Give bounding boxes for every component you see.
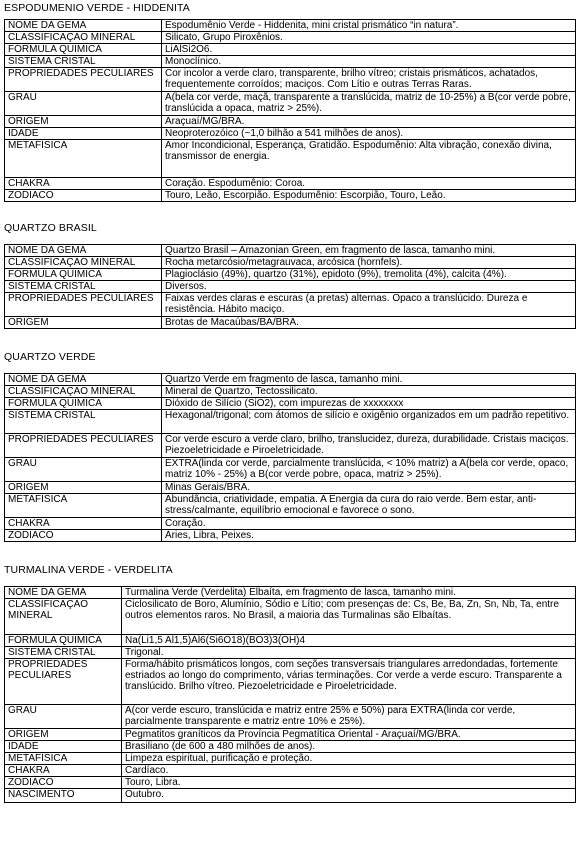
row-value: Cor incolor a verde claro, transparente, brilho vítreo; cristais prismáticos, achatados, frequentemente corroídos; maciços. Com Lítio e outras Terras Raras.	[162, 68, 576, 92]
gem-section-espodumenio	[4, 2, 581, 202]
row-value: Cor verde escuro a verde claro, brilho, translucidez, dureza, durabilidade. Cristais maciços. Piezoeletricidade e Piroeletricidade.	[162, 434, 576, 458]
row-key: PROPRIEDADES PECULIARES	[5, 659, 122, 705]
row-key: GRAU	[5, 705, 122, 729]
row-key: NASCIMENTO	[5, 789, 122, 803]
row-value: Diversos.	[162, 281, 576, 293]
gem-table	[4, 19, 576, 202]
row-value: Coração. Espodumênio: Coroa.	[162, 178, 576, 190]
table-row	[5, 530, 576, 542]
section-title: QUARTZO BRASIL	[4, 222, 97, 234]
row-key: SISTEMA CRISTAL	[5, 410, 162, 434]
row-value: LiAlSi2O6.	[162, 44, 576, 56]
table-row	[5, 386, 576, 398]
row-key: NOME DA GEMA	[5, 374, 162, 386]
table-row	[5, 178, 576, 190]
gem-table	[4, 373, 576, 542]
table-row	[5, 753, 576, 765]
row-value: Na(Li1,5 Al1,5)Al6(Si6O18)(BO3)3(OH)4	[122, 635, 576, 647]
table-row	[5, 777, 576, 789]
table-row	[5, 269, 576, 281]
row-value: Araçuaí/MG/BRA.	[162, 116, 576, 128]
table-row	[5, 789, 576, 803]
row-key: CLASSIFICAÇÃO MINERAL	[5, 386, 162, 398]
row-value: Quartzo Brasil – Amazonian Green, em fragmento de lasca, tamanho mini.	[162, 245, 576, 257]
row-value: Silicato, Grupo Piroxênios.	[162, 32, 576, 44]
table-row	[5, 647, 576, 659]
row-value: Monoclínico.	[162, 56, 576, 68]
gem-table	[4, 244, 576, 329]
table-row	[5, 257, 576, 269]
row-value: Dióxido de Silício (SiO2), com impurezas de xxxxxxxx	[162, 398, 576, 410]
row-key: ORIGEM	[5, 482, 162, 494]
gem-table	[4, 586, 576, 803]
row-key: PROPRIEDADES PECULIARES	[5, 293, 162, 317]
row-value: Minas Gerais/BRA.	[162, 482, 576, 494]
row-value: Limpeza espiritual, purificação e proteção.	[122, 753, 576, 765]
table-row	[5, 434, 576, 458]
row-key: CHAKRA	[5, 518, 162, 530]
section-title: TURMALINA VERDE - VERDELITA	[4, 564, 173, 576]
row-key: PROPRIEDADES PECULIARES	[5, 434, 162, 458]
table-row	[5, 92, 576, 116]
row-value: Cardíaco.	[122, 765, 576, 777]
row-key: NOME DA GEMA	[5, 20, 162, 32]
row-value: Touro, Libra.	[122, 777, 576, 789]
row-key: METAFÍSICA	[5, 753, 122, 765]
row-value: Quartzo Verde em fragmento de lasca, tamanho mini.	[162, 374, 576, 386]
table-row	[5, 729, 576, 741]
row-key: METAFÍSICA	[5, 494, 162, 518]
table-row	[5, 293, 576, 317]
table-row	[5, 317, 576, 329]
table-row	[5, 140, 576, 178]
row-value: Espodumênio Verde - Hiddenita, mini cristal prismático “in natura”.	[162, 20, 576, 32]
row-key: SISTEMA CRISTAL	[5, 56, 162, 68]
gem-section-quartzo-verde	[4, 351, 581, 542]
row-key: NOME DA GEMA	[5, 587, 122, 599]
table-row	[5, 116, 576, 128]
row-key: GRAU	[5, 92, 162, 116]
table-row	[5, 190, 576, 202]
row-value: Áries, Libra, Peixes.	[162, 530, 576, 542]
table-row	[5, 705, 576, 729]
row-key: CLASSIFICAÇÃO MINERAL	[5, 599, 122, 635]
table-row	[5, 281, 576, 293]
row-key: ZODIACO	[5, 777, 122, 789]
row-key: ORIGEM	[5, 116, 162, 128]
row-key: CHAKRA	[5, 765, 122, 777]
section-title: QUARTZO VERDE	[4, 351, 96, 363]
row-key: PROPRIEDADES PECULIARES	[5, 68, 162, 92]
row-value: Turmalina Verde (Verdelita) Elbaíta, em fragmento de lasca, tamanho mini.	[122, 587, 576, 599]
table-row	[5, 599, 576, 635]
row-value: A(bela cor verde, maçã, transparente a translúcida, matriz de 10-25%) a B(cor verde pobre, translúcida a opaca, matriz > 25%).	[162, 92, 576, 116]
row-value: Forma/hábito prismáticos longos, com seções transversais triangulares arredondadas, fortemente estriados ao longo do comprimento, várias terminações. Cor verde a verde escuro. Transparente a translúcido. Brilho vítreo. Piezoeletricidade e Piroeletricidade.	[122, 659, 576, 705]
row-value: Trigonal.	[122, 647, 576, 659]
table-row	[5, 410, 576, 434]
row-key: CLASSIFICAÇÃO MINERAL	[5, 32, 162, 44]
row-key: FÓRMULA QUIMICA	[5, 44, 162, 56]
row-key: ORIGEM	[5, 317, 162, 329]
row-key: IDADE	[5, 128, 162, 140]
row-key: SISTEMA CRISTAL	[5, 647, 122, 659]
table-row	[5, 20, 576, 32]
table-row	[5, 68, 576, 92]
row-key: CHAKRA	[5, 178, 162, 190]
row-key: GRAU	[5, 458, 162, 482]
row-value: Faixas verdes claras e escuras (a pretas) alternas. Opaco a translúcido. Dureza e resistência. Hábito maciço.	[162, 293, 576, 317]
table-row	[5, 32, 576, 44]
table-row	[5, 765, 576, 777]
row-value: Outubro.	[122, 789, 576, 803]
row-value: Mineral de Quartzo, Tectossilicato.	[162, 386, 576, 398]
row-value: Hexagonal/trigonal; com átomos de silício e oxigênio organizados em um padrão repetitivo.	[162, 410, 576, 434]
row-key: CLASSIFICAÇÃO MINERAL	[5, 257, 162, 269]
table-row	[5, 635, 576, 647]
table-row	[5, 482, 576, 494]
row-value: Coração.	[162, 518, 576, 530]
row-key: FÓRMULA QUIMICA	[5, 269, 162, 281]
table-row	[5, 741, 576, 753]
row-value: EXTRA(linda cor verde, parcialmente translúcida, < 10% matriz) a A(bela cor verde, opaco, matriz 10% - 25%) a B(cor verde pobre, opaca, matriz > 25%).	[162, 458, 576, 482]
row-key: FÓRMULA QUIMICA	[5, 635, 122, 647]
row-value: Abundância, criatividade, empatia. A Energia da cura do raio verde. Bem estar, anti-stress/calmante, equilíbrio emocional e favorece o sono.	[162, 494, 576, 518]
row-value: Plagioclásio (49%), quartzo (31%), epidoto (9%), tremolita (4%), calcita (4%).	[162, 269, 576, 281]
row-value: Brasiliano (de 600 a 480 milhões de anos).	[122, 741, 576, 753]
row-key: FÓRMULA QUIMICA	[5, 398, 162, 410]
table-row	[5, 458, 576, 482]
row-value: A(cor verde escuro, translúcida e matriz entre 25% e 50%) para EXTRA(linda cor verde, parcialmente transparente e matriz entre 10% e 25%).	[122, 705, 576, 729]
table-row	[5, 44, 576, 56]
table-row	[5, 245, 576, 257]
row-key: ZODIACO	[5, 530, 162, 542]
table-row	[5, 659, 576, 705]
row-value: Rocha metarcósio/metagrauvaca, arcósica (hornfels).	[162, 257, 576, 269]
gem-section-quartzo-brasil	[4, 222, 581, 329]
row-key: ORIGEM	[5, 729, 122, 741]
row-value: Touro, Leão, Escorpião. Espodumênio: Escorpião, Touro, Leão.	[162, 190, 576, 202]
section-title: ESPODUMENIO VERDE - HIDDENITA	[4, 2, 190, 14]
table-row	[5, 398, 576, 410]
row-value: Neoproterozóico (~1,0 bilhão a 541 milhões de anos).	[162, 128, 576, 140]
row-value: Ciclosilicato de Boro, Alumínio, Sódio e Lítio; com presenças de: Cs, Be, Ba, Zn, Sn, Nb, Ta, entre outros elementos raros. No Brasil, a maioria das Turmalinas são Elbaítas.	[122, 599, 576, 635]
row-key: IDADE	[5, 741, 122, 753]
table-row	[5, 128, 576, 140]
table-row	[5, 56, 576, 68]
table-row	[5, 587, 576, 599]
table-row	[5, 518, 576, 530]
gem-section-turmalina-verde	[4, 564, 581, 803]
row-key: NOME DA GEMA	[5, 245, 162, 257]
row-value: Amor Incondicional, Esperança, Gratidão. Espodumênio: Alta vibração, conexão divina, transmissor de energia.	[162, 140, 576, 178]
row-value: Pegmatitos graníticos da Província Pegmatítica Oriental - Araçuaí/MG/BRA.	[122, 729, 576, 741]
row-key: ZODIACO	[5, 190, 162, 202]
row-key: SISTEMA CRISTAL	[5, 281, 162, 293]
row-value: Brotas de Macaúbas/BA/BRA.	[162, 317, 576, 329]
table-row	[5, 494, 576, 518]
table-row	[5, 374, 576, 386]
row-key: METAFÍSICA	[5, 140, 162, 178]
